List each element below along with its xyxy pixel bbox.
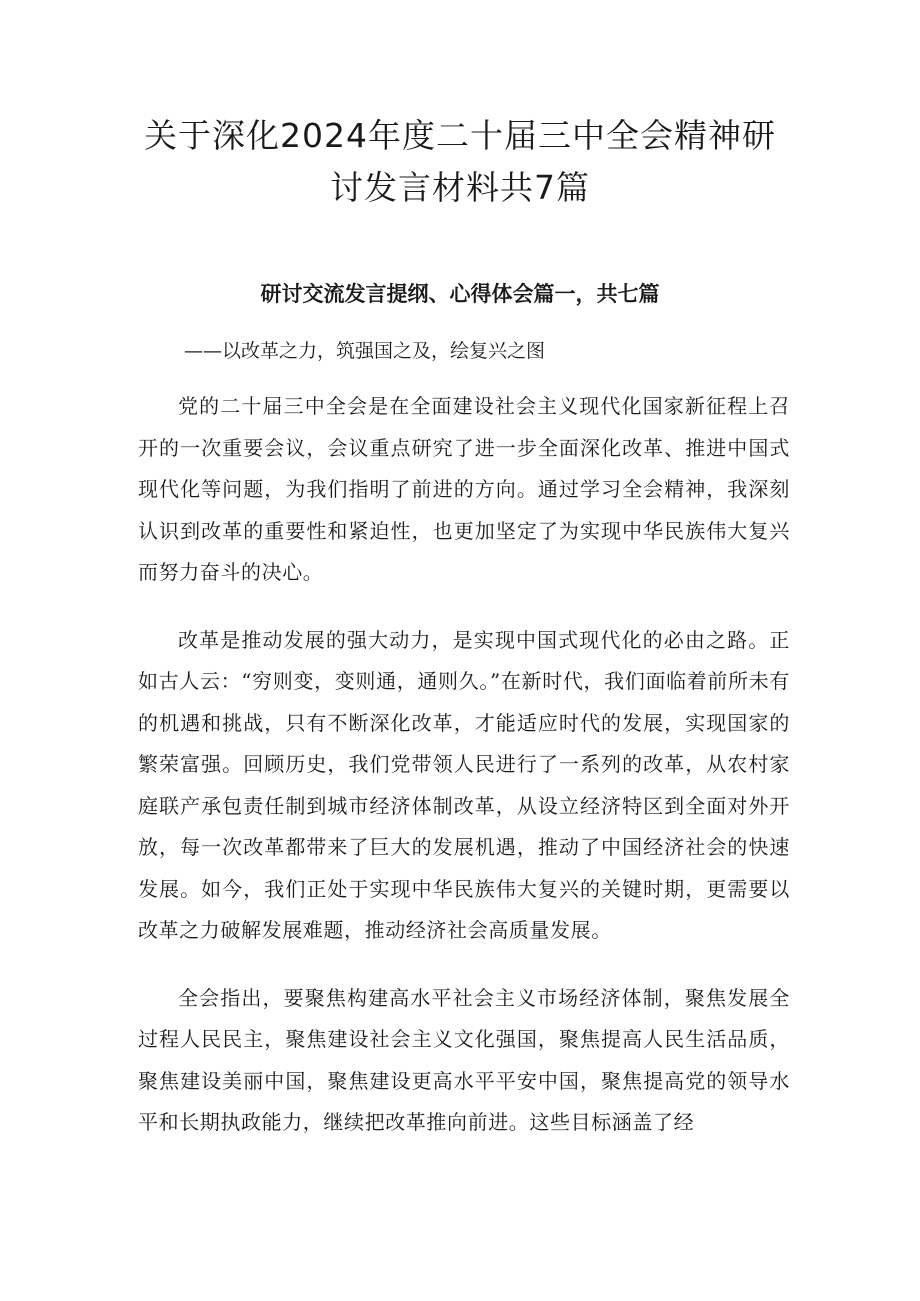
document-title: 关于深化2024年度二十届三中全会精神研讨发言材料共7篇 (144, 116, 776, 207)
paragraph: 改革是推动发展的强大动力，是实现中国式现代化的必由之路。正如古人云：“穷则变，变则通，通则久。”在新时代，我们面临着前所未有的机遇和挑战，只有不断深化改革，才能适应时代的发展，实现国家的繁荣富强。回顾历史，我们党带领人民进行了一系列的改革，从农村家庭联产承包责任制到城市经济体制改革，从设立经济特区到全面对外开放，每一次改革都带来了巨大的发展机遇，推动了中国经济社会的快速发展。如今，我们正处于实现中华民族伟大复兴的关键时期，更需要以改革之力破解发展难题，推动经济社会高质量发展。 (138, 627, 790, 942)
paragraph: 党的二十届三中全会是在全面建设社会主义现代化国家新征程上召开的一次重要会议，会议重点研究了进一步全面深化改革、推进中国式现代化等问题，为我们指明了前进的方向。通过学习全会精神，我深刻认识到改革的重要性和紧迫性，也更加坚定了为实现中华民族伟大复兴而努力奋斗的决心。 (138, 394, 790, 584)
paragraph: 全会指出，要聚焦构建高水平社会主义市场经济体制，聚焦发展全过程人民民主，聚焦建设社会主义文化强国，聚焦提高人民生活品质，聚焦建设美丽中国，聚焦建设更高水平平安中国，聚焦提高党的领导水平和长期执政能力，继续把改革推向前进。这些目标涵盖了经 (138, 985, 790, 1134)
body-text (138, 386, 790, 1170)
section-byline: ——以改革之力，筑强国之及，绘复兴之图 (184, 340, 546, 362)
section-subtitle: 研讨交流发言提纲、心得体会篇一，共七篇 (260, 282, 660, 306)
